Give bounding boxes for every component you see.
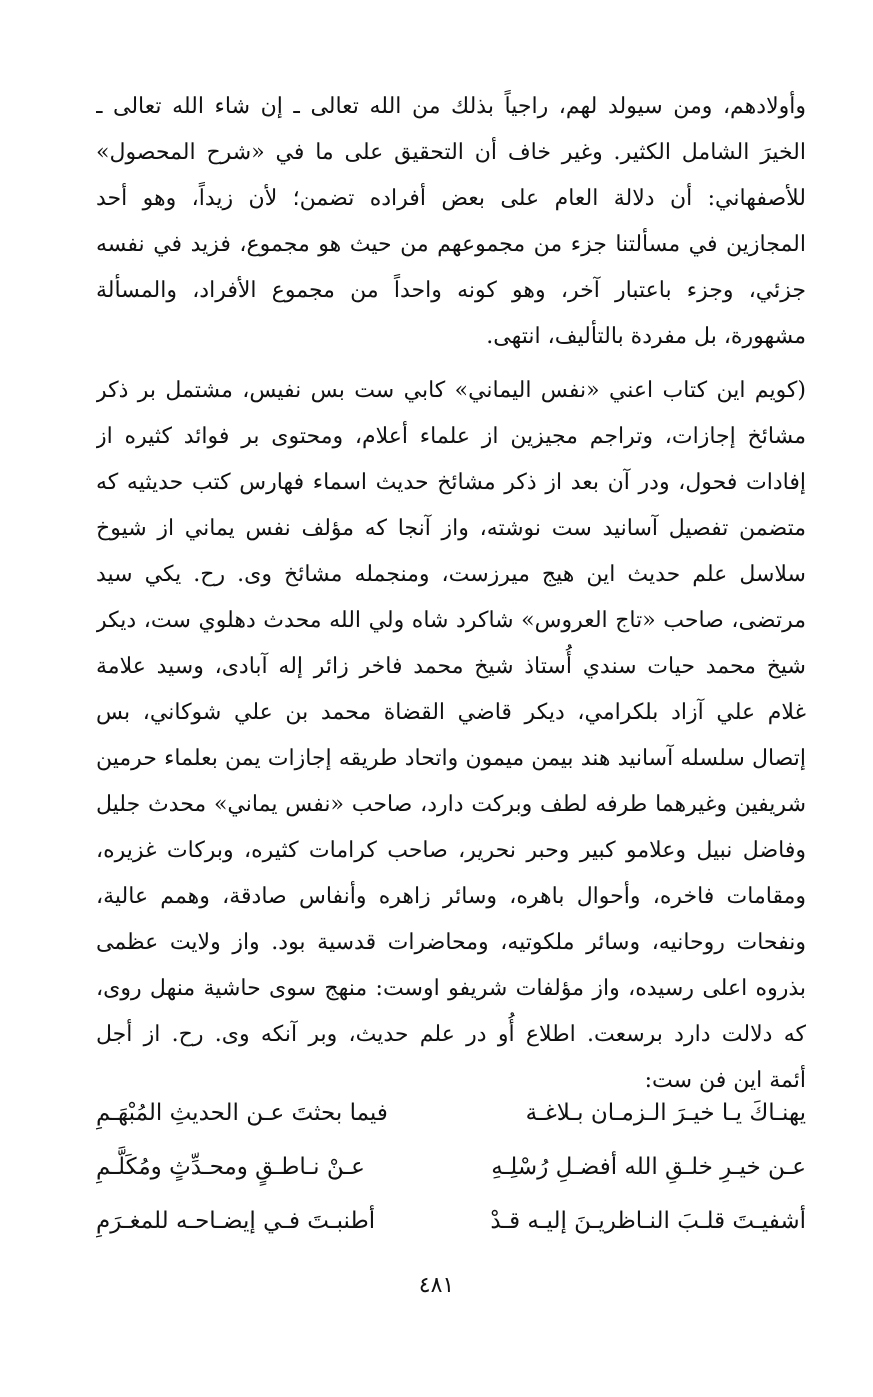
paragraph-persian-quote bbox=[96, 368, 806, 1104]
text-line: ومقامات فاخره، وأحوال باهره، وسائر زاهره وأنفاس صادقة، وهمم عالية، bbox=[96, 884, 806, 909]
poem-verse bbox=[96, 1140, 806, 1194]
text-line: المجازين في مسألتنا جزء من مجموعهم من حيث هو مجموع، فزيد في نفسه bbox=[96, 232, 806, 257]
text-line: للأصفهاني: أن دلالة العام على بعض أفراده تضمن؛ لأن زيداً، وهو أحد bbox=[96, 186, 806, 211]
text-line: وأولادهم، ومن سيولد لهم، راجياً بذلك من الله تعالى ـ إن شاء الله تعالى ـ bbox=[96, 94, 806, 119]
text-line: متضمن تفصيل آسانيد ست نوشته، واز آنجا كه مؤلف نفس يماني از شيوخ bbox=[96, 516, 806, 541]
text-line: مشهورة، بل مفردة بالتأليف، انتهى. bbox=[486, 324, 806, 349]
paragraph-arabic-conclusion bbox=[96, 84, 806, 360]
text-line: الخيرَ الشامل الكثير. وغير خاف أن التحقيق على ما في «شرح المحصول» bbox=[96, 140, 806, 165]
verse-first-hemistich: أشفيـتَ قلـبَ النـاظريـنَ إليـه قـدْ bbox=[490, 1208, 806, 1234]
text-line: شيخ محمد حيات سندي أُستاذ شيخ محمد فاخر زائر إله آبادى، وسيد علامة bbox=[96, 654, 806, 679]
text-line: مرتضى، صاحب «تاج العروس» شاكرد شاه ولي الله محدث دهلوي ست، ديكر bbox=[96, 608, 806, 633]
text-line: ونفحات روحانيه، وسائر ملكوتيه، ومحاضرات قدسية بود. واز ولايت عظمى bbox=[96, 930, 806, 955]
verse-first-hemistich: عـن خيـرِ خلـقِ الله أفضـلِ رُسْلِـهِ bbox=[491, 1154, 806, 1180]
text-line: أئمة اين فن ست: bbox=[644, 1068, 806, 1093]
poem-verse bbox=[96, 1194, 806, 1248]
verse-second-hemistich: عـنْ نـاطـقٍ ومحـدِّثٍ ومُكَلَّـمِ bbox=[96, 1154, 365, 1180]
text-line: مشائخ إجازات، وتراجم مجيزين از علماء أعلام، ومحتوى بر فوائد كثيره از bbox=[96, 424, 806, 449]
text-line: سلاسل علم حديث اين هيج ميرزست، ومنجمله مشائخ وى. رح. يكي سيد bbox=[96, 562, 806, 587]
page-number: ٤٨١ bbox=[418, 1273, 455, 1298]
text-line: إتصال سلسله آسانيد هند بيمن ميمون واتحاد طريقه إجازات يمن بعلماء حرمين bbox=[96, 746, 806, 771]
text-line: وفاضل نبيل وعلامو كبير وحبر نحرير، صاحب كرامات كثيره، وبركات غزيره، bbox=[96, 838, 806, 863]
verse-second-hemistich: أطنبـتَ فـي إيضـاحـه للمغـرَمِ bbox=[96, 1208, 376, 1234]
text-line: كه دلالت دارد برسعت. اطلاع أُو در علم حديث، وبر آنكه وى. رح. از أجل bbox=[96, 1022, 806, 1047]
verse-first-hemistich: يهنـاكَ يـا خيـرَ الـزمـان بـلاغـة bbox=[525, 1100, 806, 1126]
text-line: غلام علي آزاد بلكرامي، ديكر قاضي القضاة محمد بن علي شوكاني، بس bbox=[96, 700, 806, 725]
text-line: إفادات فحول، ودر آن بعد از ذكر مشائخ حديث اسماء فهارس كتب حديثيه كه bbox=[96, 470, 806, 495]
poem-verse bbox=[96, 1086, 806, 1140]
text-line: شريفين وغيرهما طرفه لطف وبركت دارد، صاحب «نفس يماني» محدث جليل bbox=[96, 792, 806, 817]
text-line: بذروه اعلى رسيده، واز مؤلفات شريفو اوست: منهج سوى حاشية منهل روى، bbox=[96, 976, 806, 1001]
text-line: (كويم اين كتاب اعني «نفس اليماني» كابي ست بس نفيس، مشتمل بر ذكر bbox=[96, 378, 806, 403]
poem bbox=[96, 1086, 806, 1248]
text-line: جزئي، وجزء باعتبار آخر، وهو كونه واحداً من مجموع الأفراد، والمسألة bbox=[96, 278, 806, 303]
verse-second-hemistich: فيما بحثتَ عـن الحديثِ المُبْهَـمِ bbox=[96, 1100, 388, 1126]
